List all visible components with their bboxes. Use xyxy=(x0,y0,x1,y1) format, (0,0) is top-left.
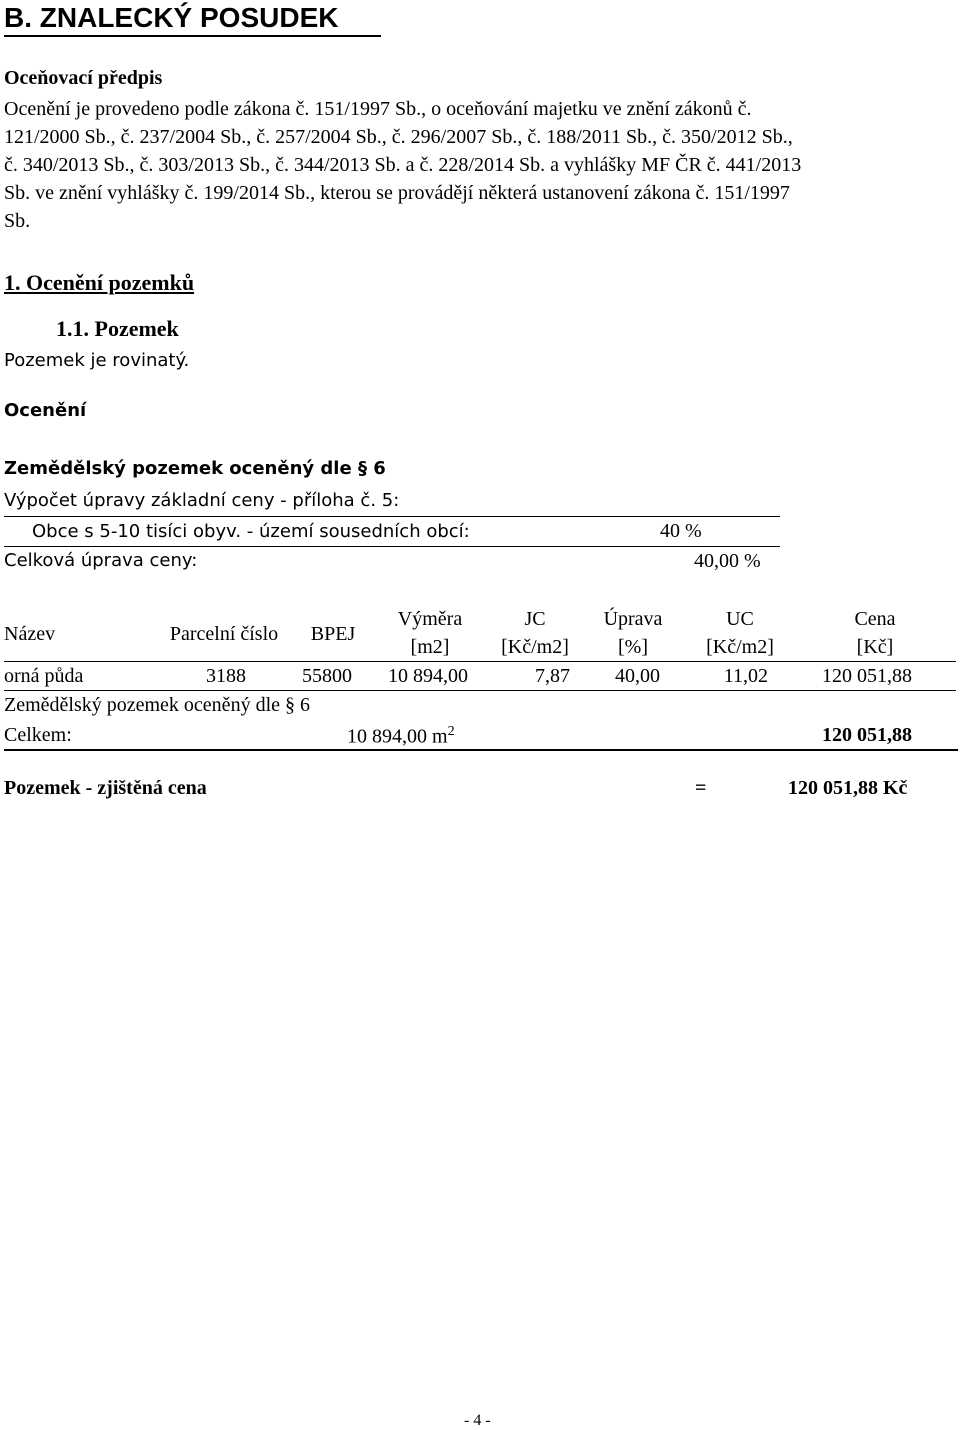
col-header-adj-bottom: [%] xyxy=(618,636,648,658)
col-header-uc-top: UC xyxy=(726,608,754,630)
adjustment-label: Výpočet úpravy základní ceny - příloha č. 5: xyxy=(4,490,400,511)
pricing-rule-line-2: 121/2000 Sb., č. 237/2004 Sb., č. 257/2004 Sb., č. 296/2007 Sb., č. 188/2011 Sb., č. 350/2012 Sb., xyxy=(4,126,793,148)
subsection-heading-plot: 1.1. Pozemek xyxy=(56,316,179,341)
land-heading-prefix: Zemědělský pozemek oceněný dle xyxy=(4,458,352,479)
cell-adj: 40,00 xyxy=(615,665,660,687)
adjustment-item-line xyxy=(4,546,780,547)
col-header-bpej: BPEJ xyxy=(310,623,356,645)
col-header-price-bottom: [Kč] xyxy=(856,636,894,658)
total-adjustment-value: 40,00 % xyxy=(694,550,761,572)
total-area-unit-sup: 2 xyxy=(447,724,455,739)
total-line xyxy=(4,749,958,751)
col-header-jc-top: JC xyxy=(524,608,546,630)
land-heading-paragraph: § 6 xyxy=(357,458,386,479)
cell-uc: 11,02 xyxy=(723,665,768,687)
cell-price: 120 051,88 xyxy=(822,665,912,687)
table-row-line xyxy=(4,690,956,691)
col-header-jc-bottom: [Kč/m2] xyxy=(501,636,569,658)
pricing-rule-line-4: Sb. ve znění vyhlášky č. 199/2014 Sb., kterou se provádějí některá ustanovení zákona č. 151/1997 xyxy=(4,182,790,204)
adjustment-item-value: 40 % xyxy=(660,520,702,542)
col-header-name: Název xyxy=(4,623,56,645)
col-header-area-top: Výměra xyxy=(397,608,463,630)
plot-description: Pozemek je rovinatý. xyxy=(4,350,190,371)
page-number: - 4 - xyxy=(464,1412,491,1429)
col-header-adj-top: Úprava xyxy=(603,608,663,630)
result-value: 120 051,88 Kč xyxy=(788,777,908,799)
pricing-rule-heading: Oceňovací předpis xyxy=(4,67,163,89)
subtotal-label: Zemědělský pozemek oceněný dle § 6 xyxy=(4,694,310,716)
col-header-uc-bottom: [Kč/m2] xyxy=(706,636,774,658)
cell-area: 10 894,00 xyxy=(388,665,468,687)
adjustment-item-label: Obce s 5-10 tisíci obyv. - území sousedních obcí: xyxy=(32,521,470,542)
col-header-price-top: Cena xyxy=(854,608,896,630)
cell-parcel: 3188 xyxy=(206,665,246,687)
section-heading-land: 1. Ocenění pozemků xyxy=(4,270,195,295)
total-price: 120 051,88 xyxy=(822,724,912,746)
pricing-rule-line-1: Ocenění je provedeno podle zákona č. 151/1997 Sb., o oceňování majetku ve znění zákonů č. xyxy=(4,98,752,120)
pricing-rule-line-3: č. 340/2013 Sb., č. 303/2013 Sb., č. 344/2013 Sb. a č. 228/2014 Sb. a vyhlášky MF ČR č. 441/2013 xyxy=(4,154,802,176)
total-label: Celkem: xyxy=(4,724,72,746)
adjustment-rule-line xyxy=(4,516,780,517)
total-area xyxy=(347,724,455,749)
col-header-parcel: Parcelní číslo xyxy=(169,623,279,645)
cell-name: orná půda xyxy=(4,665,84,687)
cell-bpej: 55800 xyxy=(302,665,352,687)
document-title: B. ZNALECKÝ POSUDEK xyxy=(4,2,339,33)
land-heading xyxy=(4,458,386,479)
total-adjustment-label: Celková úprava ceny: xyxy=(4,550,198,571)
title-underline xyxy=(4,35,381,37)
total-area-value: 10 894,00 m xyxy=(347,725,448,748)
valuation-label: Ocenění xyxy=(4,400,87,421)
col-header-area-bottom: [m2] xyxy=(410,636,450,658)
table-header-line xyxy=(4,661,956,662)
pricing-rule-line-5: Sb. xyxy=(4,210,31,232)
result-equals: = xyxy=(695,777,707,799)
result-label: Pozemek - zjištěná cena xyxy=(4,777,207,799)
cell-jc: 7,87 xyxy=(535,665,570,687)
